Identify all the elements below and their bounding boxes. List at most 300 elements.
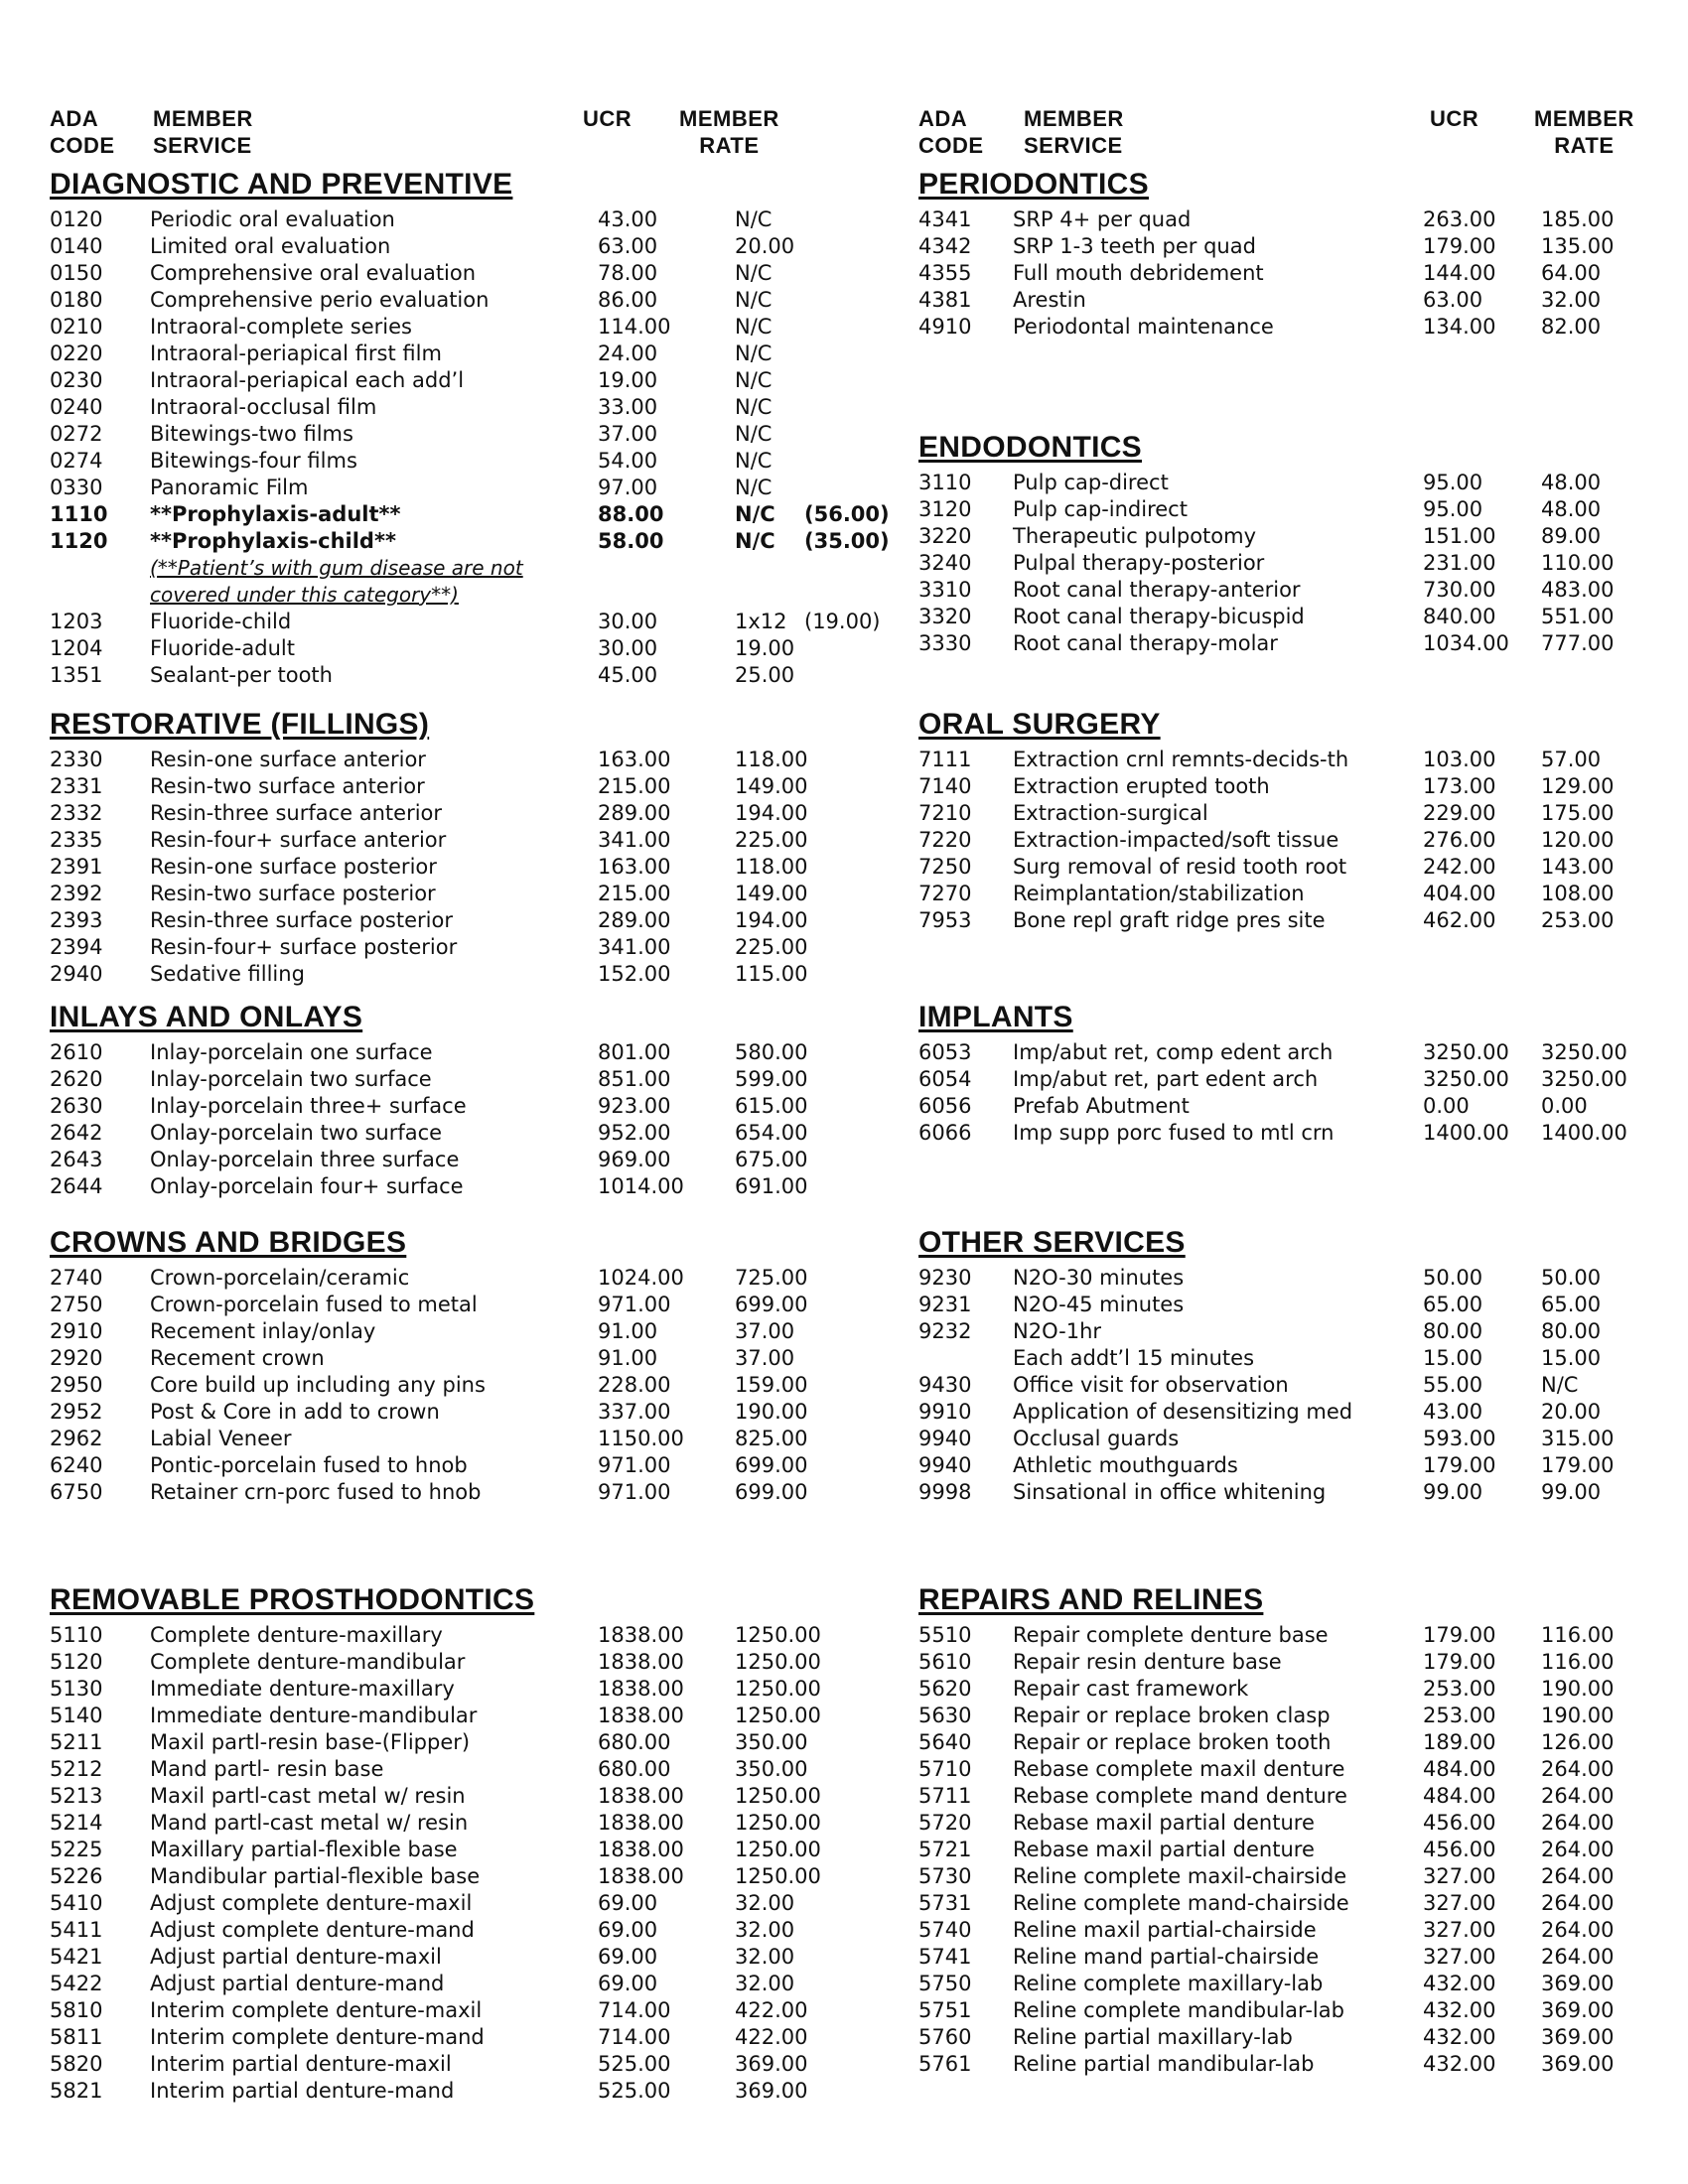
- ada-code: 6066: [918, 1121, 972, 1145]
- ucr-fee: 456.00: [1423, 1838, 1496, 1861]
- ada-code: 2920: [50, 1346, 103, 1370]
- service-name: Prefab Abutment: [1013, 1094, 1190, 1118]
- fee-row: [918, 1703, 1658, 1729]
- member-rate: 89.00: [1541, 524, 1602, 548]
- ada-code: 7210: [918, 801, 972, 825]
- ada-code: 2393: [50, 908, 103, 932]
- service-name: Resin-one surface posterior: [150, 855, 437, 879]
- ada-code: 5213: [50, 1784, 103, 1808]
- fee-row: [50, 1997, 904, 2024]
- ada-code: 5421: [50, 1945, 103, 1969]
- fee-row: [50, 260, 904, 287]
- fee-row: [50, 1318, 904, 1345]
- fee-row: [918, 1066, 1658, 1093]
- fee-row: [918, 1863, 1658, 1890]
- service-name: Pontic-porcelain fused to hnob: [150, 1453, 468, 1477]
- member-rate: 120.00: [1541, 828, 1615, 852]
- service-name: Onlay-porcelain three surface: [150, 1148, 460, 1171]
- service-name: Arestin: [1013, 288, 1086, 312]
- member-rate: 825.00: [735, 1427, 808, 1450]
- section-title: ENDODONTICS: [918, 431, 1142, 464]
- ucr-fee: 971.00: [598, 1453, 671, 1477]
- service-name: Interim partial denture-maxil: [150, 2052, 452, 2076]
- member-rate: 32.00: [735, 1945, 795, 1969]
- fee-row: [50, 1783, 904, 1810]
- member-rate: 185.00: [1541, 207, 1615, 231]
- fee-row: [918, 1093, 1658, 1120]
- service-name: Imp/abut ret, part edent arch: [1013, 1067, 1319, 1091]
- member-rate: 699.00: [735, 1293, 808, 1316]
- service-name: Repair resin denture base: [1013, 1650, 1282, 1674]
- ada-code: 2643: [50, 1148, 103, 1171]
- service-name: N2O-1hr: [1013, 1319, 1102, 1343]
- ada-code: 2391: [50, 855, 103, 879]
- ucr-fee: 1014.00: [598, 1174, 684, 1198]
- service-name: Resin-three surface anterior: [150, 801, 443, 825]
- fee-row: [918, 1837, 1658, 1863]
- ucr-fee: 24.00: [598, 341, 658, 365]
- ucr-fee: 714.00: [598, 1998, 671, 2022]
- ada-code: 6240: [50, 1453, 103, 1477]
- member-rate: 1250.00: [735, 1811, 821, 1835]
- fee-row: [50, 961, 904, 988]
- member-rate: 32.00: [1541, 288, 1602, 312]
- ada-code: 5211: [50, 1730, 103, 1754]
- fee-row: [918, 1649, 1658, 1676]
- service-name: Immediate denture-maxillary: [150, 1677, 455, 1701]
- fee-row: [918, 773, 1658, 800]
- ada-code: 5741: [918, 1945, 972, 1969]
- fee-row: [50, 907, 904, 934]
- ucr-fee: 1400.00: [1423, 1121, 1509, 1145]
- fee-row: [50, 1837, 904, 1863]
- ucr-fee: 971.00: [598, 1293, 671, 1316]
- service-name: N2O-30 minutes: [1013, 1266, 1185, 1290]
- service-name: Intraoral-periapical each add’l: [150, 368, 465, 392]
- fee-row: [918, 314, 1658, 341]
- ada-code: 0210: [50, 315, 103, 339]
- ucr-fee: 30.00: [598, 610, 658, 633]
- ucr-fee: 276.00: [1423, 828, 1496, 852]
- section-title: IMPLANTS: [918, 1001, 1073, 1033]
- member-rate: 20.00: [1541, 1400, 1602, 1424]
- fee-row: [50, 2078, 904, 2105]
- ucr-fee: 851.00: [598, 1067, 671, 1091]
- ada-code: 6054: [918, 1067, 972, 1091]
- service-name: Sedative filling: [150, 962, 305, 986]
- member-rate: 654.00: [735, 1121, 808, 1145]
- ucr-fee: 289.00: [598, 801, 671, 825]
- fee-row: [918, 1345, 1658, 1372]
- member-rate: N/C: [735, 422, 773, 446]
- service-name: Root canal therapy-molar: [1013, 631, 1278, 655]
- ucr-fee: 152.00: [598, 962, 671, 986]
- section-other-services: [918, 1225, 1658, 1506]
- ucr-fee: 3250.00: [1423, 1067, 1509, 1091]
- ada-code: 5110: [50, 1623, 103, 1647]
- service-name: Comprehensive perio evaluation: [150, 288, 490, 312]
- ucr-fee: 54.00: [598, 449, 658, 473]
- ada-code: 0220: [50, 341, 103, 365]
- member-rate: 483.00: [1541, 578, 1615, 602]
- fee-row: [50, 773, 904, 800]
- ada-code: 0240: [50, 395, 103, 419]
- ada-code: 5750: [918, 1972, 972, 1995]
- fee-row: [918, 260, 1658, 287]
- service-name: Intraoral-complete series: [150, 315, 412, 339]
- ucr-fee: 91.00: [598, 1346, 658, 1370]
- service-name: Maxillary partial-flexible base: [150, 1838, 458, 1861]
- fee-row: [918, 1756, 1658, 1783]
- header-ada-code: ADA CODE: [918, 106, 984, 158]
- ada-code: 1203: [50, 610, 103, 633]
- ucr-fee: 63.00: [1423, 288, 1483, 312]
- member-rate: 369.00: [1541, 1998, 1615, 2022]
- column-header: [918, 105, 1658, 161]
- ada-code: 4341: [918, 207, 972, 231]
- fee-row: [50, 448, 904, 475]
- ada-code: 0330: [50, 476, 103, 499]
- fee-row: [50, 1863, 904, 1890]
- fee-row: [918, 496, 1658, 523]
- member-rate: 129.00: [1541, 774, 1615, 798]
- fee-row: [50, 1810, 904, 1837]
- member-rate: 264.00: [1541, 1945, 1615, 1969]
- member-rate: 369.00: [1541, 2052, 1615, 2076]
- fee-row: [50, 314, 904, 341]
- ucr-fee: 593.00: [1423, 1427, 1496, 1450]
- ucr-fee: 1838.00: [598, 1623, 684, 1647]
- ucr-fee: 1838.00: [598, 1704, 684, 1727]
- service-name: Labial Veneer: [150, 1427, 292, 1450]
- header-member-service: MEMBER SERVICE: [153, 106, 253, 158]
- service-name: **Prophylaxis-child**: [150, 529, 396, 553]
- ucr-fee: 327.00: [1423, 1864, 1496, 1888]
- fee-row: [50, 1703, 904, 1729]
- service-name: Immediate denture-mandibular: [150, 1704, 478, 1727]
- fee-row: [50, 1292, 904, 1318]
- ada-code: 1204: [50, 636, 103, 660]
- ada-code: 2910: [50, 1319, 103, 1343]
- fee-row: [50, 1649, 904, 1676]
- member-rate: 19.00: [735, 636, 795, 660]
- ucr-fee: 33.00: [598, 395, 658, 419]
- section-oral-surgery: [918, 707, 1658, 934]
- service-name: Reline mand partial-chairside: [1013, 1945, 1320, 1969]
- service-name: Repair or replace broken tooth: [1013, 1730, 1332, 1754]
- ada-code: 9940: [918, 1453, 972, 1477]
- service-name: Occlusal guards: [1013, 1427, 1180, 1450]
- ada-code: 3320: [918, 605, 972, 628]
- section-crowns-and-bridges: [50, 1225, 904, 1506]
- fee-row: [918, 233, 1658, 260]
- ucr-fee: 432.00: [1423, 2025, 1496, 2049]
- member-rate: N/C: [735, 476, 773, 499]
- member-rate: 179.00: [1541, 1453, 1615, 1477]
- fee-row: [918, 1318, 1658, 1345]
- service-name: Adjust partial denture-mand: [150, 1972, 445, 1995]
- ada-code: 5130: [50, 1677, 103, 1701]
- service-name: Repair cast framework: [1013, 1677, 1249, 1701]
- member-rate: 57.00: [1541, 748, 1602, 771]
- service-name: Inlay-porcelain one surface: [150, 1040, 433, 1064]
- ada-code: 2610: [50, 1040, 103, 1064]
- fee-row: [918, 1810, 1658, 1837]
- fee-row: [918, 206, 1658, 233]
- member-rate: 115.00: [735, 962, 808, 986]
- ada-code: 2332: [50, 801, 103, 825]
- section-title: DIAGNOSTIC AND PREVENTIVE: [50, 168, 513, 201]
- member-rate: 190.00: [1541, 1704, 1615, 1727]
- member-rate: 225.00: [735, 828, 808, 852]
- member-rate: 1250.00: [735, 1784, 821, 1808]
- ada-code: 2940: [50, 962, 103, 986]
- fee-row: [50, 1622, 904, 1649]
- ada-code: 3120: [918, 497, 972, 521]
- ucr-fee: 327.00: [1423, 1918, 1496, 1942]
- header-ucr: UCR: [1430, 106, 1479, 131]
- ada-code: 4355: [918, 261, 972, 285]
- member-rate: 369.00: [1541, 2025, 1615, 2049]
- fee-row: [918, 1917, 1658, 1944]
- section-restorative-fillings: [50, 707, 904, 988]
- ada-code: 5510: [918, 1623, 972, 1647]
- fee-row: [50, 2051, 904, 2078]
- ada-code: 1110: [50, 502, 108, 526]
- fee-row: [50, 1729, 904, 1756]
- fee-row: [918, 1292, 1658, 1318]
- section-title: PERIODONTICS: [918, 168, 1149, 201]
- ada-code: 2335: [50, 828, 103, 852]
- member-rate: 159.00: [735, 1373, 808, 1397]
- column-header: [50, 105, 904, 161]
- member-rate: 264.00: [1541, 1918, 1615, 1942]
- fee-row: [918, 747, 1658, 773]
- service-name: Mand partl- resin base: [150, 1757, 384, 1781]
- header-member-rate: MEMBER RATE: [679, 106, 779, 158]
- fee-row: [50, 1345, 904, 1372]
- ada-code: 3330: [918, 631, 972, 655]
- fee-row: [50, 1917, 904, 1944]
- section-title: RESTORATIVE (FILLINGS): [50, 708, 430, 741]
- member-rate: 175.00: [1541, 801, 1615, 825]
- section-title: OTHER SERVICES: [918, 1226, 1186, 1259]
- member-rate: 32.00: [735, 1972, 795, 1995]
- service-name: Intraoral-periapical first film: [150, 341, 442, 365]
- member-rate: 1400.00: [1541, 1121, 1627, 1145]
- fee-row: [50, 501, 904, 528]
- ada-code: 2394: [50, 935, 103, 959]
- ucr-fee: 173.00: [1423, 774, 1496, 798]
- fee-row: [50, 1039, 904, 1066]
- fee-row: [918, 2024, 1658, 2051]
- left-column: [50, 105, 904, 2103]
- service-name: Reline complete maxil-chairside: [1013, 1864, 1347, 1888]
- fee-row: [918, 827, 1658, 854]
- section-title: REPAIRS AND RELINES: [918, 1583, 1264, 1616]
- service-name: Inlay-porcelain two surface: [150, 1067, 432, 1091]
- service-name: Extraction crnl remnts-decids-th: [1013, 748, 1349, 771]
- member-rate-note: (19.00): [804, 610, 881, 633]
- service-name: Reline partial maxillary-lab: [1013, 2025, 1293, 2049]
- ada-code: 3110: [918, 471, 972, 494]
- fee-row: [50, 1093, 904, 1120]
- ada-code: 2740: [50, 1266, 103, 1290]
- ucr-fee: 971.00: [598, 1480, 671, 1504]
- member-rate: 48.00: [1541, 471, 1602, 494]
- fee-row: [50, 1479, 904, 1506]
- fee-row: [918, 1783, 1658, 1810]
- ada-code: 5610: [918, 1650, 972, 1674]
- service-name: Onlay-porcelain four+ surface: [150, 1174, 464, 1198]
- service-name: Reline maxil partial-chairside: [1013, 1918, 1317, 1942]
- ada-code: 5422: [50, 1972, 103, 1995]
- ada-code: 5212: [50, 1757, 103, 1781]
- ada-code: 2962: [50, 1427, 103, 1450]
- service-name: Sinsational in office whitening: [1013, 1480, 1327, 1504]
- member-rate: 350.00: [735, 1757, 808, 1781]
- ucr-fee: 1838.00: [598, 1784, 684, 1808]
- member-rate: 37.00: [735, 1319, 795, 1343]
- member-rate: 675.00: [735, 1148, 808, 1171]
- ucr-fee: 91.00: [598, 1319, 658, 1343]
- fee-row: [50, 341, 904, 367]
- service-name: Pulp cap-direct: [1013, 471, 1169, 494]
- ucr-fee: 179.00: [1423, 1623, 1496, 1647]
- ada-code: 0272: [50, 422, 103, 446]
- fee-row: [50, 1066, 904, 1093]
- fee-row: [50, 1452, 904, 1479]
- fee-row: [918, 470, 1658, 496]
- member-rate: N/C: [735, 529, 775, 553]
- ucr-fee: 80.00: [1423, 1319, 1483, 1343]
- member-rate: 580.00: [735, 1040, 808, 1064]
- member-rate: 37.00: [735, 1346, 795, 1370]
- member-rate: 315.00: [1541, 1427, 1615, 1450]
- ucr-fee: 969.00: [598, 1148, 671, 1171]
- ucr-fee: 189.00: [1423, 1730, 1496, 1754]
- member-rate: 116.00: [1541, 1623, 1615, 1647]
- member-rate: 225.00: [735, 935, 808, 959]
- fee-row: [918, 854, 1658, 881]
- fee-row: [918, 1997, 1658, 2024]
- service-name: Periodic oral evaluation: [150, 207, 395, 231]
- member-rate: 253.00: [1541, 908, 1615, 932]
- fee-row: [918, 1479, 1658, 1506]
- ada-code: 0230: [50, 368, 103, 392]
- service-name: Complete denture-maxillary: [150, 1623, 443, 1647]
- ucr-fee: 86.00: [598, 288, 658, 312]
- member-rate: 126.00: [1541, 1730, 1615, 1754]
- member-rate: N/C: [735, 502, 775, 526]
- ucr-fee: 1150.00: [598, 1427, 684, 1450]
- category-note: (**Patient’s with gum disease are not: [150, 556, 523, 580]
- member-rate: 194.00: [735, 801, 808, 825]
- service-name: Office visit for observation: [1013, 1373, 1289, 1397]
- service-name: Interim complete denture-maxil: [150, 1998, 483, 2022]
- ada-code: 5411: [50, 1918, 103, 1942]
- fee-row: [918, 2051, 1658, 2078]
- fee-row: [50, 1756, 904, 1783]
- ada-code: 9232: [918, 1319, 972, 1343]
- service-name: Bitewings-four films: [150, 449, 357, 473]
- ada-code: 2330: [50, 748, 103, 771]
- member-rate: 116.00: [1541, 1650, 1615, 1674]
- service-name: Repair complete denture base: [1013, 1623, 1329, 1647]
- member-rate: 65.00: [1541, 1293, 1602, 1316]
- ada-code: 2950: [50, 1373, 103, 1397]
- member-rate: N/C: [735, 395, 773, 419]
- section-diagnostic-and-preventive: [50, 167, 904, 689]
- service-name: Fluoride-adult: [150, 636, 295, 660]
- ucr-fee: 801.00: [598, 1040, 671, 1064]
- service-name: Reline partial mandibular-lab: [1013, 2052, 1315, 2076]
- section-inlays-and-onlays: [50, 1000, 904, 1200]
- member-rate: N/C: [735, 341, 773, 365]
- fee-row: [918, 550, 1658, 577]
- header-member-service: MEMBER SERVICE: [1024, 106, 1124, 158]
- service-name: Comprehensive oral evaluation: [150, 261, 477, 285]
- service-name: Root canal therapy-anterior: [1013, 578, 1301, 602]
- ucr-fee: 840.00: [1423, 605, 1496, 628]
- service-name: Crown-porcelain fused to metal: [150, 1293, 478, 1316]
- member-rate: 1250.00: [735, 1650, 821, 1674]
- service-name: Reline complete maxillary-lab: [1013, 1972, 1324, 1995]
- service-name: Rebase complete mand denture: [1013, 1784, 1347, 1808]
- ada-code: 3240: [918, 551, 972, 575]
- service-name: Root canal therapy-bicuspid: [1013, 605, 1305, 628]
- ucr-fee: 263.00: [1423, 207, 1496, 231]
- ada-code: 6750: [50, 1480, 103, 1504]
- ucr-fee: 50.00: [1423, 1266, 1483, 1290]
- ucr-fee: 484.00: [1423, 1757, 1496, 1781]
- ucr-fee: 179.00: [1423, 1650, 1496, 1674]
- ada-code: 5410: [50, 1891, 103, 1915]
- ucr-fee: 43.00: [1423, 1400, 1483, 1424]
- ucr-fee: 952.00: [598, 1121, 671, 1145]
- ucr-fee: 680.00: [598, 1730, 671, 1754]
- service-name: Mand partl-cast metal w/ resin: [150, 1811, 469, 1835]
- member-rate: 1250.00: [735, 1838, 821, 1861]
- member-rate: 264.00: [1541, 1811, 1615, 1835]
- section-title: INLAYS AND ONLAYS: [50, 1001, 363, 1033]
- ucr-fee: 327.00: [1423, 1945, 1496, 1969]
- service-name: Rebase maxil partial denture: [1013, 1838, 1315, 1861]
- fee-row: [918, 1452, 1658, 1479]
- ada-code: 5710: [918, 1757, 972, 1781]
- ada-code: 5721: [918, 1838, 972, 1861]
- fee-row: [918, 1372, 1658, 1399]
- fee-row: [918, 907, 1658, 934]
- fee-row: [918, 604, 1658, 630]
- ada-code: 7111: [918, 748, 972, 771]
- member-rate: 1x12: [735, 610, 787, 633]
- member-rate: 110.00: [1541, 551, 1615, 575]
- service-name: Periodontal maintenance: [1013, 315, 1274, 339]
- fee-row: [918, 1729, 1658, 1756]
- ucr-fee: 215.00: [598, 882, 671, 905]
- service-name: Therapeutic pulpotomy: [1013, 524, 1257, 548]
- fee-row: [50, 1372, 904, 1399]
- service-name: Recement crown: [150, 1346, 325, 1370]
- header-ucr: UCR: [583, 106, 633, 131]
- ucr-fee: 69.00: [598, 1918, 658, 1942]
- ucr-fee: 1838.00: [598, 1650, 684, 1674]
- fee-row: [50, 635, 904, 662]
- ucr-fee: 1838.00: [598, 1677, 684, 1701]
- ada-code: 1351: [50, 663, 103, 687]
- service-name: Resin-three surface posterior: [150, 908, 453, 932]
